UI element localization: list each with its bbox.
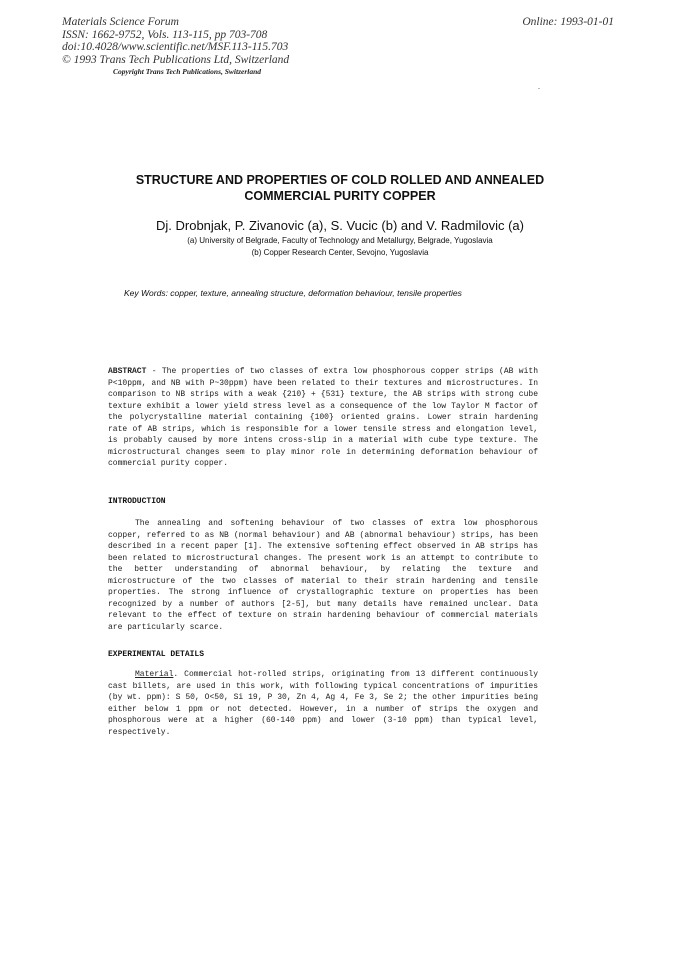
copyright-small: Copyright Trans Tech Publications, Switzerland bbox=[113, 67, 262, 76]
journal-header bbox=[62, 16, 289, 66]
online-date: Online: 1993-01-01 bbox=[522, 16, 614, 28]
affiliation-a: (a) University of Belgrade, Faculty of Technology and Metallurgy, Belgrade, Yugoslavia bbox=[187, 236, 493, 245]
speck bbox=[538, 88, 540, 89]
copyright-line: © 1993 Trans Tech Publications Ltd, Switzerland bbox=[62, 53, 290, 66]
keywords: Key Words: copper, texture, annealing structure, deformation behaviour, tensile properties bbox=[124, 288, 462, 298]
paper-title bbox=[100, 172, 580, 204]
abstract-label: ABSTRACT bbox=[108, 367, 147, 376]
title-line-1: STRUCTURE AND PROPERTIES OF COLD ROLLED AND ANNEALED bbox=[135, 173, 545, 187]
material-label: Material bbox=[135, 670, 174, 679]
abstract-text: - The properties of two classes of extra low phosphorous copper strips (AB with P<10ppm, and NB with P~30ppm) have been related to their textures and microstructures. In comparison to NB strips with a weak {210} + {531} texture, the AB strips with strong cube texture exhibit a lower yield stress level as a consequence of the low Taylor M factor of the polycrystalline material containing {100} oriented grains. Lower strain hardening rate of AB strips, which is responsible for a lower tensile stress and elongation level, is probably caused by more intens cross-slip in a material with cube type texture. The microstructural changes seem to play minor role in determining deformation behaviour of commercial purity copper. bbox=[108, 367, 538, 468]
material-text: . Commercial hot-rolled strips, originating from 13 different continuously cast billets, are used in this work, with following typical concentrations of impurities (by wt. ppm): S 50, O<50, Si 19, P 30, Zn 4, Ag 4, Fe 3, Se 2; the other impurities being either below 1 ppm or not detected. However, in a number of strips the oxygen and phosphorous were at a higher (60-140 ppm) and lower (3-10 ppm) than typical level, respectively. bbox=[108, 670, 538, 737]
issn-line: ISSN: 1662-9752, Vols. 113-115, pp 703-708 bbox=[62, 28, 268, 41]
doi-line[interactable]: doi:10.4028/www.scientific.net/MSF.113-115.703 bbox=[62, 41, 289, 53]
affiliation-b: (b) Copper Research Center, Sevojno, Yugoslavia bbox=[251, 248, 429, 257]
authors: Dj. Drobnjak, P. Zivanovic (a), S. Vucic (b) and V. Radmilovic (a) bbox=[156, 218, 524, 233]
introduction-text: The annealing and softening behaviour of two classes of extra low phosphorous copper, referred to as NB (normal behaviour) and AB (abnormal behaviour) strips, has been described in a recent paper [1]. The extensive softening effect observed in AB strips has been related to microstructural changes. The present work is an attempt to contribute to the better understanding of abnormal behaviour, by relating the texture and microstructure of the two classes of material to their strain hardening and tensile properties. The strong influence of crystallographic texture on properties has been recognized by a number of authors [2-5], but many details have remained unclear. Data relevant to the effect of texture on strain hardening behaviour of commercial materials are particularly scarce. bbox=[108, 519, 538, 632]
abstract bbox=[108, 366, 538, 470]
journal-name: Materials Science Forum bbox=[62, 16, 179, 28]
experimental-heading: EXPERIMENTAL DETAILS bbox=[108, 650, 205, 659]
title-line-2: COMMERCIAL PURITY COPPER bbox=[244, 189, 436, 203]
experimental-text bbox=[108, 669, 538, 738]
introduction-heading: INTRODUCTION bbox=[108, 497, 166, 506]
